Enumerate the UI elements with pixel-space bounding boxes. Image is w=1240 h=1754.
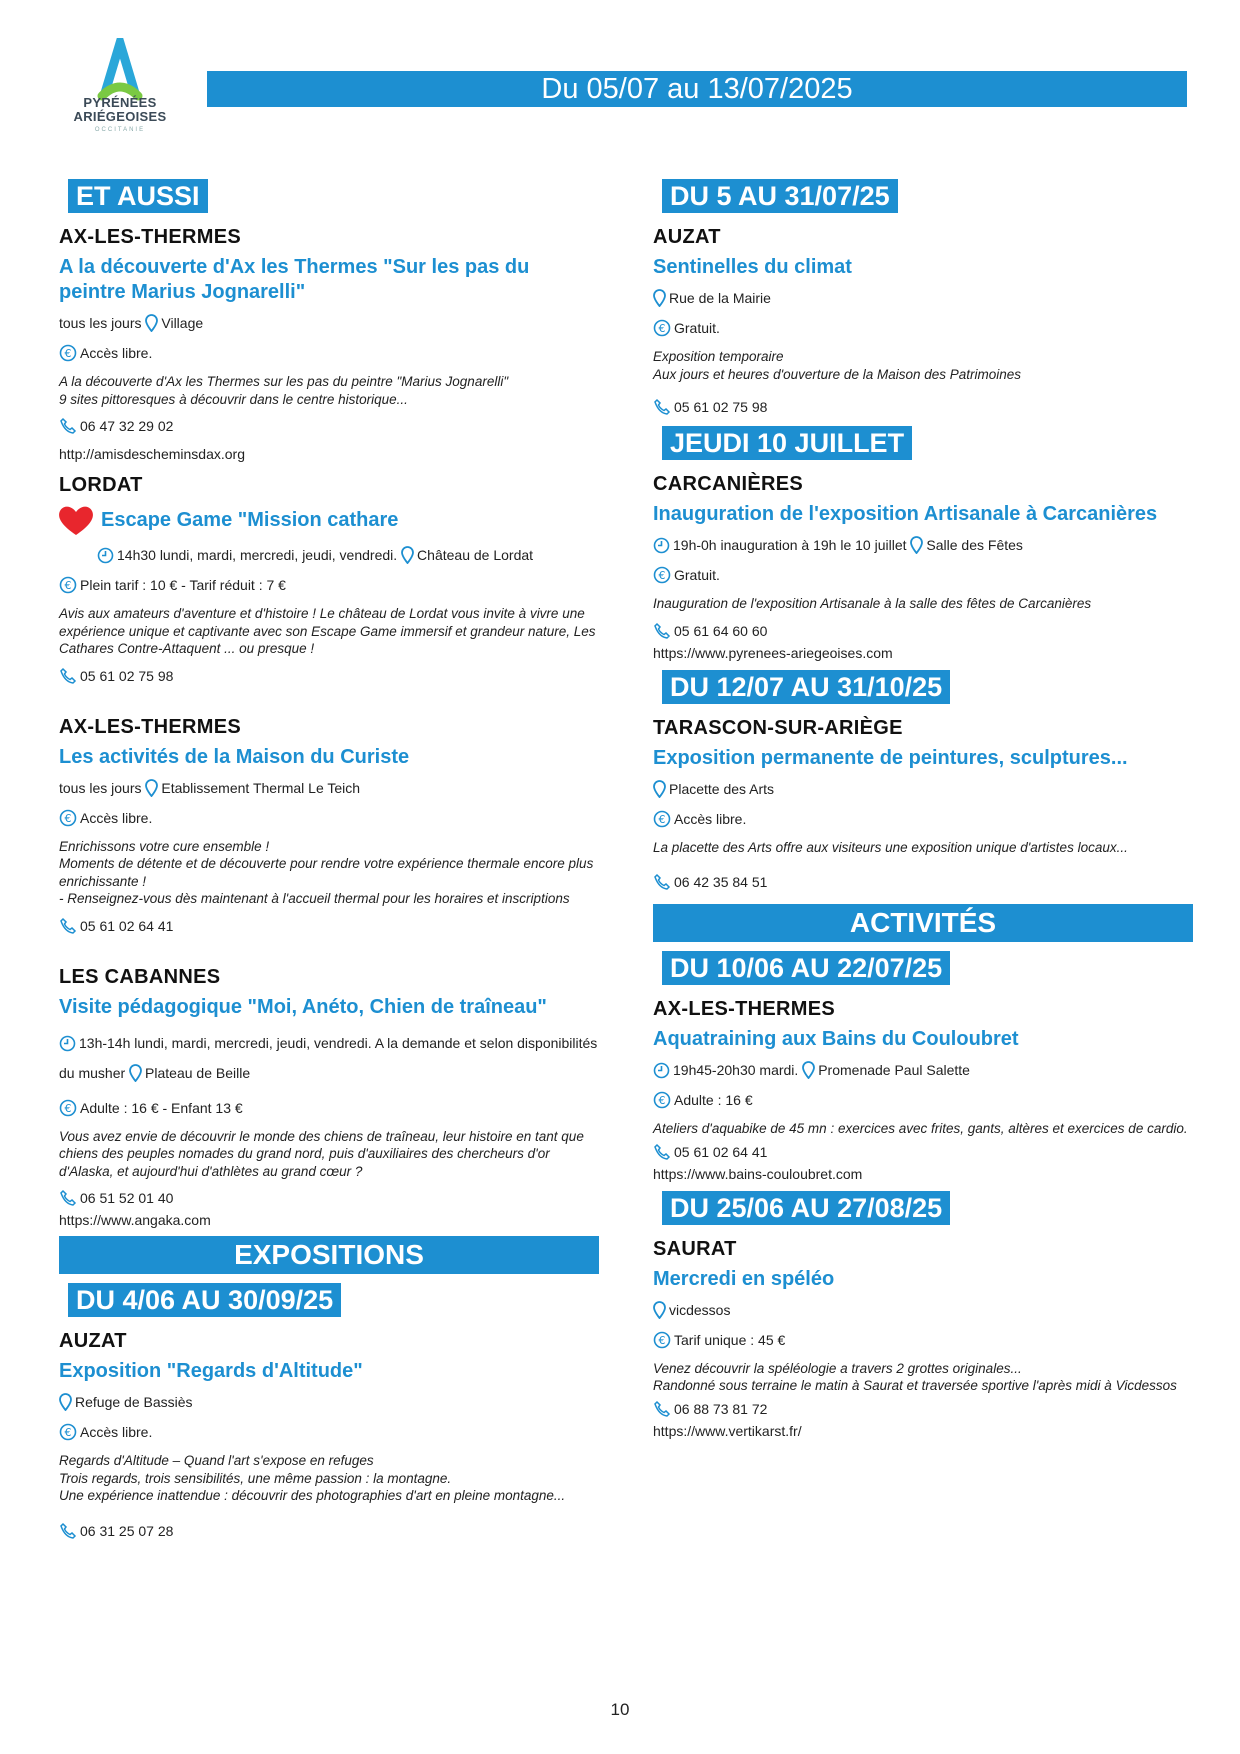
svg-text:€: € <box>64 811 72 825</box>
event-description: Vous avez envie de découvrir le monde des chiens de traîneau, leur histoire en tant que chiens des peuples nomades du grand nord, puis d'auxiliaires des chercheurs d'or d'Alaska, et aujourd'hui d'athlètes au grand cœur ? <box>59 1128 584 1179</box>
svg-text:€: € <box>658 1094 666 1107</box>
event-price: € Gratuit. <box>653 565 1193 585</box>
event-town: TARASCON-SUR-ARIÈGE <box>653 716 903 739</box>
event-price: € Adulte : 16 € - Enfant 13 € <box>59 1098 599 1118</box>
event-where: vicdessos <box>653 1300 1193 1320</box>
location-pin-icon <box>910 536 923 554</box>
location-pin-icon <box>653 1301 666 1319</box>
event-title-row[interactable] <box>59 503 599 537</box>
phone-icon <box>59 417 77 435</box>
event-town: AX-LES-THERMES <box>59 226 241 248</box>
event-description: Exposition temporaire Aux jours et heures d'ouverture de la Maison des Patrimoines <box>653 349 1022 382</box>
logo-subtext: OCCITANIE <box>94 127 146 133</box>
clock-icon <box>59 1035 76 1052</box>
location-pin-icon <box>653 289 666 307</box>
section-badge: ET AUSSI <box>65 176 211 216</box>
event-website-link[interactable]: https://www.bains-couloubret.com <box>653 1165 863 1182</box>
euro-icon <box>653 1091 671 1109</box>
svg-text:€: € <box>658 812 666 826</box>
euro-icon <box>59 809 77 827</box>
event-title[interactable]: Inauguration de l'exposition Artisanale à Carcanières <box>653 503 1158 525</box>
phone-icon <box>59 1189 77 1207</box>
event-description: Regards d'Altitude – Quand l'art s'expose en refuges Trois regards, trois sensibilités, une même passion : la montagne. Une expérience inattendue : découvrir des photographies d'art en pleine montagne... <box>59 1453 566 1503</box>
event-card <box>59 226 599 462</box>
event-town: AUZAT <box>653 226 721 248</box>
left-column <box>59 176 599 1551</box>
phone-icon <box>59 667 77 685</box>
event-phone[interactable]: 06 51 52 01 40 <box>59 1188 599 1208</box>
event-title[interactable]: Exposition permanente de peintures, sculptures... <box>653 746 1128 769</box>
svg-text:€: € <box>64 1101 72 1115</box>
event-town: SAURAT <box>653 1237 737 1260</box>
event-description: Venez découvrir la spéléologie a travers 2 grottes originales... Randonné sous terraine le matin à Saurat et traversée sportive l'après midi à Vicdessos <box>653 1360 1177 1393</box>
section-badge: DU 12/07 AU 31/10/25 <box>659 667 953 707</box>
event-phone[interactable]: 05 61 02 75 98 <box>653 397 1193 417</box>
svg-text:€: € <box>658 322 666 335</box>
event-when-where: tous les jours Etablissement Thermal Le Teich <box>59 779 361 796</box>
event-when-where: tous les jours Village <box>59 315 204 331</box>
phone-icon <box>653 1143 671 1161</box>
svg-text:€: € <box>64 347 72 360</box>
event-card <box>59 966 599 1229</box>
event-town: LES CABANNES <box>59 965 221 988</box>
event-description: Ateliers d'aquabike de 45 mn : exercices avec frites, gants, altères et exercices de cardio. <box>653 1121 1188 1136</box>
phone-icon <box>59 1522 77 1540</box>
event-phone[interactable]: 06 88 73 81 72 <box>653 1399 1193 1419</box>
euro-icon <box>59 344 77 362</box>
location-pin-icon <box>145 779 158 797</box>
event-where: Placette des Arts <box>653 779 1193 799</box>
date-range-header: Du 05/07 au 13/07/2025 <box>207 71 1187 107</box>
event-title[interactable]: Les activités de la Maison du Curiste <box>59 745 410 768</box>
svg-text:€: € <box>64 1426 72 1439</box>
location-pin-icon <box>129 1064 142 1082</box>
heart-icon <box>57 503 95 537</box>
event-card <box>653 998 1193 1182</box>
location-pin-icon <box>59 1393 72 1411</box>
location-pin-icon <box>802 1061 815 1079</box>
event-card <box>59 474 599 686</box>
event-website-link[interactable]: https://www.vertikarst.fr/ <box>653 1422 802 1439</box>
event-town: AX-LES-THERMES <box>59 715 241 738</box>
euro-icon <box>653 1331 671 1349</box>
event-title[interactable]: Aquatraining aux Bains du Couloubret <box>653 1028 1019 1050</box>
page-number: 10 <box>610 1700 630 1719</box>
event-when-where: 19h-0h inauguration à 19h le 10 juillet Salle des Fêtes <box>653 535 1193 555</box>
phone-icon <box>653 398 671 416</box>
event-phone[interactable]: 06 31 25 07 28 <box>59 1521 599 1541</box>
event-price: € Tarif unique : 45 € <box>653 1330 1193 1350</box>
event-description: Avis aux amateurs d'aventure et d'histoire ! Le château de Lordat vous invite à vivre une expérience unique et captivante avec son Escape Game immersif et grandeur nature, Les Cathares Contre-Attaquent ... ou presque ! <box>59 606 596 656</box>
event-description: Inauguration de l'exposition Artisanale à la salle des fêtes de Carcanières <box>653 596 1092 611</box>
event-when-where: 13h-14h lundi, mardi, mercredi, jeudi, vendredi. A la demande et selon disponibilités du musher Plateau de Beille <box>59 1034 598 1081</box>
event-when-where: 19h45-20h30 mardi. Promenade Paul Salette <box>653 1060 1193 1080</box>
euro-icon <box>653 810 671 828</box>
section-badge: DU 5 AU 31/07/25 <box>659 176 901 216</box>
event-title[interactable]: Escape Game "Mission cathare <box>101 508 399 531</box>
section-title-expositions: EXPOSITIONS <box>59 1236 599 1274</box>
svg-text:€: € <box>658 1333 666 1347</box>
event-price: € Accès libre. <box>59 343 599 363</box>
euro-icon <box>59 1423 77 1441</box>
event-town: CARCANIÈRES <box>653 473 803 495</box>
event-price: € Gratuit. <box>653 318 1193 338</box>
event-website-link[interactable]: https://www.angaka.com <box>59 1212 211 1228</box>
svg-text:€: € <box>64 579 72 592</box>
svg-text:€: € <box>658 569 666 582</box>
event-price: € Accès libre. <box>59 808 599 828</box>
phone-icon <box>59 917 77 935</box>
phone-icon <box>653 1400 671 1418</box>
event-town: LORDAT <box>59 474 143 496</box>
clock-icon <box>97 547 114 564</box>
event-card <box>59 716 599 936</box>
section-badge: DU 4/06 AU 30/09/25 <box>65 1280 344 1320</box>
event-card <box>653 717 1193 893</box>
location-pin-icon <box>401 546 414 564</box>
event-phone[interactable]: 05 61 02 64 41 <box>653 1142 1193 1162</box>
phone-icon <box>653 622 671 640</box>
event-title[interactable]: Exposition "Regards d'Altitude" <box>59 1360 363 1382</box>
event-phone[interactable]: 05 61 02 64 41 <box>59 916 599 936</box>
section-badge: DU 25/06 AU 27/08/25 <box>659 1188 953 1228</box>
section-title-activites: ACTIVITÉS <box>653 904 1193 942</box>
section-badge: JEUDI 10 JUILLET <box>659 423 915 463</box>
location-pin-icon <box>653 780 666 798</box>
section-badge: DU 10/06 AU 22/07/25 <box>659 948 953 988</box>
event-when-where: 14h30 lundi, mardi, mercredi, jeudi, vendredi. Château de Lordat <box>59 545 599 565</box>
event-phone[interactable]: 06 42 35 84 51 <box>653 872 1193 892</box>
clock-icon <box>653 537 670 554</box>
event-town: AX-LES-THERMES <box>653 998 835 1020</box>
event-title[interactable]: Mercredi en spéléo <box>653 1267 835 1290</box>
event-where: Refuge de Bassiès <box>59 1392 599 1412</box>
location-pin-icon <box>145 314 158 332</box>
logo-text: PYRÉNÉES ARIÉGEOISES <box>73 95 167 124</box>
event-price: € Accès libre. <box>59 1422 599 1442</box>
euro-icon <box>59 1099 77 1117</box>
euro-icon <box>59 576 77 594</box>
phone-icon <box>653 873 671 891</box>
event-website-link[interactable]: https://www.pyrenees-ariegeoises.com <box>653 644 893 661</box>
euro-icon <box>653 566 671 584</box>
event-phone[interactable]: 06 47 32 29 02 <box>59 416 599 436</box>
event-description: La placette des Arts offre aux visiteurs une exposition unique d'artistes locaux... <box>653 839 1128 855</box>
event-title[interactable]: Visite pédagogique "Moi, Anéto, Chien de traîneau" <box>59 995 547 1018</box>
event-price: € Adulte : 16 € <box>653 1090 1193 1110</box>
euro-icon <box>653 319 671 337</box>
event-title[interactable]: A la découverte d'Ax les Thermes "Sur les pas du peintre Marius Jognarelli" <box>59 256 530 303</box>
event-card <box>653 473 1193 661</box>
event-price: € Accès libre. <box>653 809 1193 829</box>
event-description: A la découverte d'Ax les Thermes sur les pas du peintre "Marius Jognarelli" 9 sites pittoresques à découvrir dans le centre historique... <box>59 374 509 407</box>
event-title[interactable]: Sentinelles du climat <box>653 256 852 278</box>
event-price: € Plein tarif : 10 € - Tarif réduit : 7 € <box>59 575 599 595</box>
event-phone[interactable]: 05 61 64 60 60 <box>653 621 1193 641</box>
clock-icon <box>653 1062 670 1079</box>
event-phone[interactable]: 05 61 02 75 98 <box>59 666 599 686</box>
event-description: Enrichissons votre cure ensemble ! Moments de détente et de découverte pour rendre votre expérience thermale encore plus enrichissante ! - Renseignez-vous dès maintenant à l'accueil thermal pour les horaires et inscriptions <box>59 838 594 906</box>
event-where: Rue de la Mairie <box>653 288 1193 308</box>
right-column <box>653 176 1193 1451</box>
event-card <box>653 226 1193 417</box>
event-website-link[interactable]: http://amisdescheminsdax.org <box>59 446 245 462</box>
event-card <box>653 1238 1193 1439</box>
event-card <box>59 1330 599 1541</box>
event-town: AUZAT <box>59 1330 127 1352</box>
